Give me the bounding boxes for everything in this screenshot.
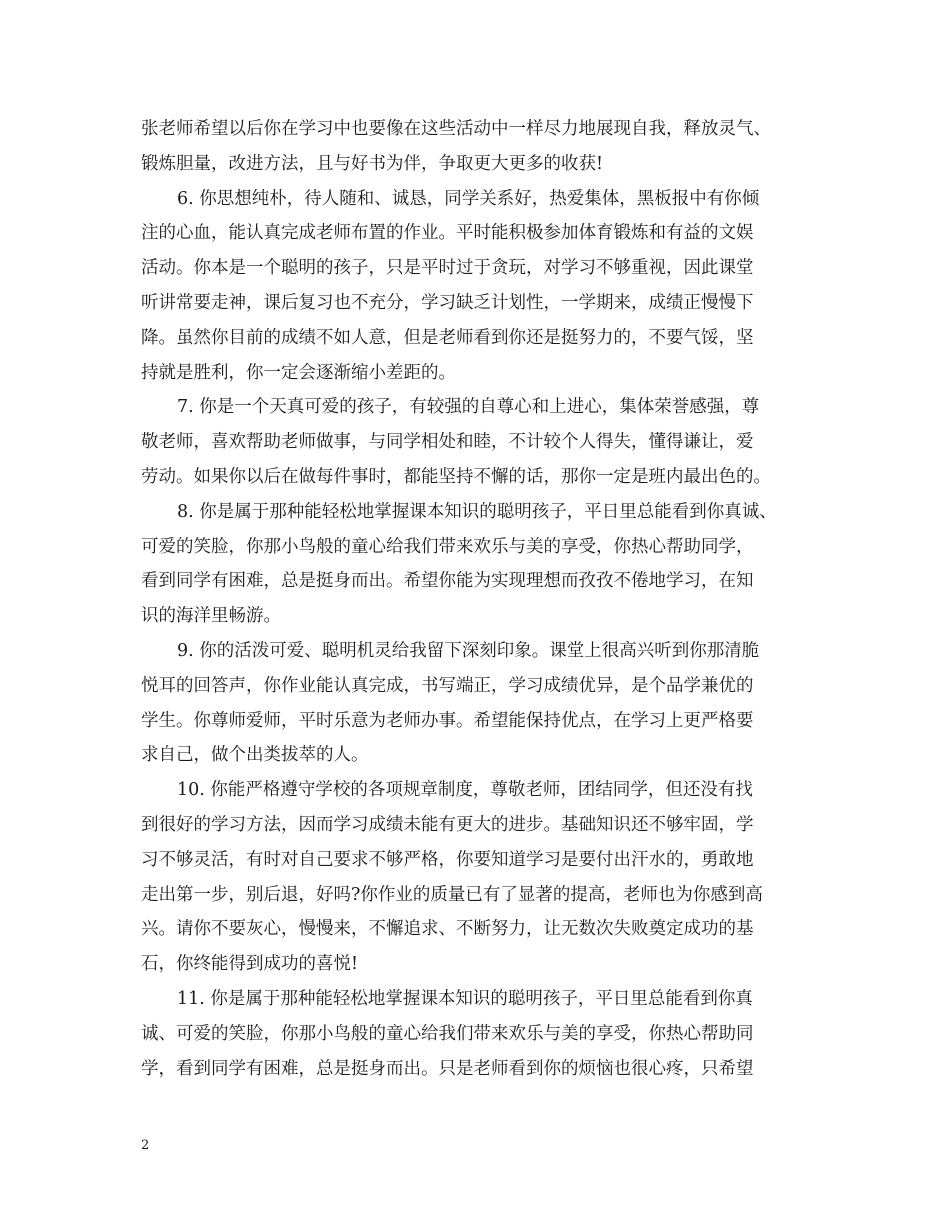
text-line: 学，看到同学有困难，总是挺身而出。只是老师看到你的烦恼也很心疼，只希望: [141, 1058, 754, 1079]
text-line: 锻炼胆量，改进方法，且与好书为伴，争取更大更多的收获!: [141, 153, 604, 174]
text-line: 劳动。如果你以后在做每件事时，都能坚持不懈的话，那你一定是班内最出色的。: [141, 466, 771, 487]
text-line: 11. 你是属于那种能轻松地掌握课本知识的聪明孩子，平日里总能看到你真: [177, 988, 753, 1009]
document-body: [141, 112, 813, 1086]
text-line: 诚、可爱的笑脸，你那小鸟般的童心给我们带来欢乐与美的享受，你热心帮助同: [141, 1023, 754, 1044]
text-line: 持就是胜利，你一定会逐渐缩小差距的。: [141, 362, 456, 383]
text-line: 学生。你尊师爱师，平时乐意为老师办事。希望能保持优点，在学习上更严格要: [141, 710, 754, 731]
text-line: 注的心血，能认真完成老师布置的作业。平时能积极参加体育锻炼和有益的文娱: [141, 223, 754, 244]
text-line: 求自己，做个出类拔萃的人。: [141, 745, 369, 766]
paragraph-p7: [141, 390, 813, 494]
text-line: 6. 你思想纯朴，待人随和、诚恳，同学关系好，热爱集体，黑板报中有你倾: [177, 188, 760, 209]
paragraph-p11: [141, 982, 813, 1086]
text-line: 悦耳的回答声，你作业能认真完成，书写端正，学习成绩优异，是个品学兼优的: [141, 675, 754, 696]
text-line: 识的海洋里畅游。: [141, 606, 281, 627]
text-line: 习不够灵活，有时对自己要求不够严格，你要知道学习是要付出汗水的，勇敢地: [141, 849, 754, 870]
text-line: 兴。请你不要灰心，慢慢来，不懈追求、不断努力，让无数次失败奠定成功的基: [141, 919, 754, 940]
text-line: 9. 你的活泼可爱、聪明机灵给我留下深刻印象。课堂上很高兴听到你那清脆: [177, 640, 760, 661]
text-line: 10. 你能严格遵守学校的各项规章制度，尊敬老师，团结同学，但还没有找: [177, 780, 753, 801]
paragraph-p10: [141, 773, 813, 982]
paragraph-p6: [141, 182, 813, 391]
text-line: 走出第一步，别后退，好吗?你作业的质量已有了显著的提高，老师也为你感到高: [141, 884, 763, 905]
text-line: 听讲常要走神，课后复习也不充分，学习缺乏计划性，一学期来，成绩正慢慢下: [141, 292, 754, 313]
paragraph-p8: [141, 495, 813, 634]
text-line: 活动。你本是一个聪明的孩子，只是平时过于贪玩，对学习不够重视，因此课堂: [141, 258, 754, 279]
text-line: 敬老师，喜欢帮助老师做事，与同学相处和睦，不计较个人得失，懂得谦让，爱: [141, 432, 754, 453]
text-line: 8. 你是属于那种能轻松地掌握课本知识的聪明孩子，平日里总能看到你真诚、: [177, 501, 777, 522]
text-line: 到很好的学习方法，因而学习成绩未能有更大的进步。基础知识还不够牢固，学: [141, 814, 754, 835]
text-line: 可爱的笑脸，你那小鸟般的童心给我们带来欢乐与美的享受，你热心帮助同学，: [141, 536, 754, 557]
paragraph-p-continued: [141, 112, 813, 182]
text-line: 降。虽然你目前的成绩不如人意，但是老师看到你还是挺努力的，不要气馁，坚: [141, 327, 754, 348]
page-number: 2: [141, 1138, 150, 1153]
text-line: 张老师希望以后你在学习中也要像在这些活动中一样尽力地展现自我，释放灵气、: [141, 119, 771, 139]
paragraph-p9: [141, 634, 813, 773]
text-line: 7. 你是一个天真可爱的孩子，有较强的自尊心和上进心，集体荣誉感强，尊: [177, 397, 760, 418]
text-line: 看到同学有困难，总是挺身而出。希望你能为实现理想而孜孜不倦地学习，在知: [141, 571, 754, 592]
text-line: 石，你终能得到成功的喜悦!: [141, 954, 359, 975]
